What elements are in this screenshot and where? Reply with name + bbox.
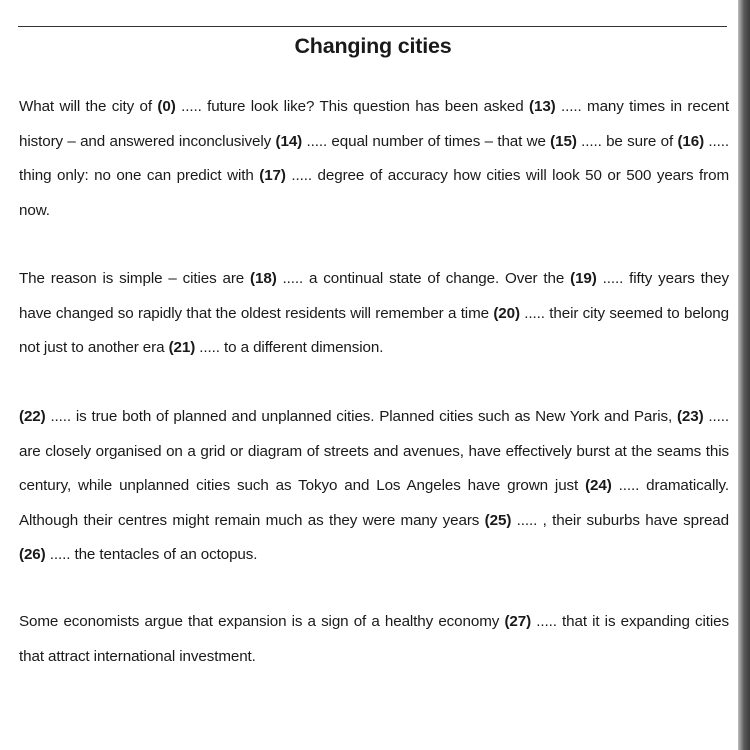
text-run: ..... thing only: no one can predict with <box>19 132 729 184</box>
text-run: ..... many times in recent history – and answered inconclusively <box>19 98 730 150</box>
top-rule <box>18 26 727 27</box>
gap-number: (13) <box>529 98 556 115</box>
gap-number: (27) <box>504 613 532 630</box>
text-run: ..... is true both of planned and unplanned cities. Planned cities such as New York and Paris, <box>45 408 677 425</box>
text-run: ..... , their suburbs have spread <box>511 511 729 529</box>
text-run: ..... fifty years they have changed so rapidly that the oldest residents will remember a time <box>19 270 729 322</box>
gap-number: (21) <box>168 339 196 356</box>
paragraph-3 <box>19 400 729 573</box>
gap-number: (24) <box>585 477 612 494</box>
text-run: ..... are closely organised on a grid or diagram of streets and avenues, have effectively burst at the seams this century, while unplanned cities such as Tokyo and Los Angeles have grown just <box>19 408 729 494</box>
gap-number: (20) <box>493 304 520 322</box>
scan-edge-shadow <box>738 0 750 750</box>
text-run: ..... that it is expanding cities that attract international investment. <box>19 613 730 665</box>
text-run: ..... a continual state of change. Over the <box>276 270 571 287</box>
text-run: ..... the tentacles of an octopus. <box>45 546 258 563</box>
paragraph-2 <box>19 262 729 366</box>
gap-number: (23) <box>676 408 704 425</box>
text-run: The reason is simple – cities are <box>19 270 251 287</box>
gap-number: (26) <box>19 546 46 563</box>
text-run: ..... degree of accuracy how cities will look 50 or 500 years from now. <box>19 167 729 219</box>
gap-number: (25) <box>484 511 512 529</box>
paragraph-1 <box>19 90 729 228</box>
document-title: Changing cities <box>294 34 452 58</box>
gap-number: (17) <box>259 167 286 184</box>
gap-number: (14) <box>275 132 303 150</box>
text-run: ..... equal number of times – that we <box>302 132 551 150</box>
text-run: ..... dramatically. Although their centres might remain much as they were many years <box>19 477 729 529</box>
gap-number: (19) <box>570 270 597 287</box>
gap-number: (15) <box>550 132 577 150</box>
gap-number: (22) <box>19 408 46 425</box>
gap-number: (0) <box>157 98 176 115</box>
text-run: ..... their city seemed to belong not just to another era <box>19 304 729 356</box>
gap-number: (16) <box>677 132 705 150</box>
text-run: Some economists argue that expansion is a sign of a healthy economy <box>19 613 505 630</box>
text-run: What will the city of <box>19 98 158 115</box>
text-run: ..... future look like? This question has been asked <box>175 98 530 115</box>
text-run: ..... be sure of <box>576 132 678 150</box>
text-run: ..... to a different dimension. <box>195 339 384 356</box>
paragraph-4 <box>19 605 729 674</box>
gap-number: (18) <box>250 270 277 287</box>
